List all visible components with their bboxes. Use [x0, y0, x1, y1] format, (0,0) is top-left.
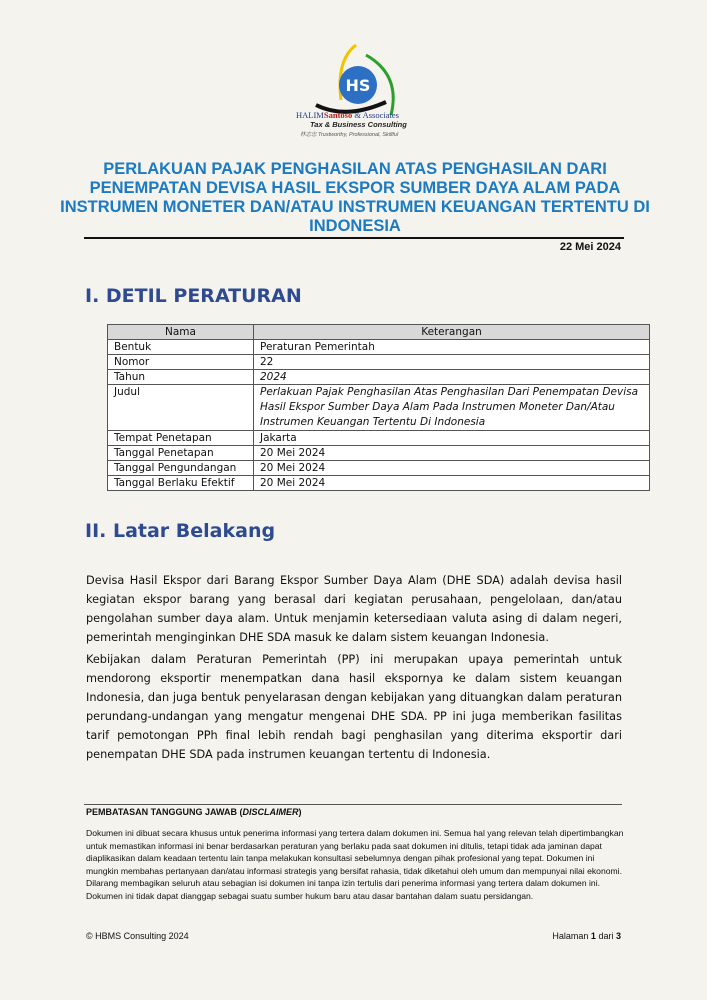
paragraph: Kebijakan dalam Peraturan Pemerintah (PP) ini merupakan upaya pemerintah untuk mendorong eksportir menempatkan dana hasil ekspornya ke dalam sistem keuangan Indonesia, dan juga bentuk penyelarasan dengan kebijakan yang dituangkan dalam peraturan perundang-undangan yang mengatur mengenai DHE SDA. PP ini juga memberikan fasilitas tarif pemotongan PPh final lebih rendah bagi penghasilan yang diterima eksportir dari penempatan DHE SDA pada instrumen keuangan tertentu di Indonesia. — [86, 653, 622, 761]
table-row — [108, 340, 650, 355]
svg-text:HS: HS — [345, 76, 371, 95]
row-value: 20 Mei 2024 — [254, 461, 650, 476]
row-label: Bentuk — [108, 340, 254, 355]
section-heading: I. DETIL PERATURAN — [85, 285, 302, 307]
row-label: Tahun — [108, 370, 254, 385]
table-header-row — [108, 325, 650, 340]
row-label: Tanggal Penetapan — [108, 446, 254, 461]
row-value: 20 Mei 2024 — [254, 476, 650, 491]
disclaimer-text: Dokumen ini dibuat secara khusus untuk penerima informasi yang tertera dalam dokumen ini. Semua hal yang relevan telah dipertimbangkan untuk memastikan informasi ini benar berdasarkan peraturan yang berlaku pada saat dokumen ini ditulis, tetapi tidak ada jaminan dapat diaplikasikan dalam keadaan tertentu lain tanpa melakukan konsultasi sebelumnya dengan pihak profesional yang tepat. Dokumen ini mungkin membahas pertanyaan dan/atau informasi strategis yang bersifat rahasia, tidak diketahui oleh umum dan mempunyai nilai ekonomi. Dilarang membagikan seluruh atau sebagian isi dokumen ini tanpa izin tertulis dari penerima informasi yang tertera dalam dokumen ini. Dokumen ini tidak dapat dianggap sebagai suatu sumber hukum baru atau dasar bantahan dalam suatu persidangan. — [86, 828, 624, 901]
logo-brand: HALIMSantoso & Associates — [296, 110, 399, 120]
table-row — [108, 370, 650, 385]
disclaimer-heading: PEMBATASAN TANGGUNG JAWAB (DISCLAIMER) — [86, 807, 302, 817]
row-value: Perlakuan Pajak Penghasilan Atas Penghasilan Dari Penempatan Devisa Hasil Ekspor Sumber Daya Alam Pada Instrumen Moneter Dan/Atau Instrumen Keuangan Tertentu Di Indonesia — [254, 385, 650, 431]
title-divider — [84, 237, 624, 239]
document-date: 22 Mei 2024 — [559, 241, 621, 253]
table-row — [108, 385, 650, 431]
row-label: Tanggal Pengundangan — [108, 461, 254, 476]
disclaimer-divider — [84, 804, 622, 805]
row-label: Nomor — [108, 355, 254, 370]
column-header: Keterangan — [254, 325, 650, 340]
row-label: Tempat Penetapan — [108, 431, 254, 446]
logo-tagline: 林志忠 Trustworthy, Professional, Skillful — [300, 132, 399, 138]
row-value: 20 Mei 2024 — [254, 446, 650, 461]
paragraph: Devisa Hasil Ekspor dari Barang Ekspor Sumber Daya Alam (DHE SDA) adalah devisa hasil kegiatan ekspor barang yang berasal dari kegiatan perusahaan, pengelolaan, dan/atau pengolahan sumber daya alam. Untuk menjamin ketersediaan valuta asing di dalam negeri, pemerintah menginginkan DHE SDA masuk ke dalam sistem keuangan Indonesia. — [86, 574, 622, 644]
regulation-details-table — [107, 324, 650, 491]
document-title: PERLAKUAN PAJAK PENGHASILAN ATAS PENGHASILAN DARI PENEMPATAN DEVISA HASIL EKSPOR SUMBER DAYA ALAM PADA INSTRUMEN MONETER DAN/ATAU INSTRUMEN KEUANGAN TERTENTU DI INDONESIA — [60, 160, 650, 235]
row-value: 2024 — [254, 370, 650, 385]
row-label: Judul — [108, 385, 254, 431]
table-row — [108, 446, 650, 461]
section-heading: II. Latar Belakang — [85, 520, 276, 542]
logo-subtitle: Tax & Business Consulting — [310, 120, 407, 129]
row-value: Jakarta — [254, 431, 650, 446]
table-row — [108, 461, 650, 476]
row-label: Tanggal Berlaku Efektif — [108, 476, 254, 491]
table-row — [108, 355, 650, 370]
row-value: 22 — [254, 355, 650, 370]
row-value: Peraturan Pemerintah — [254, 340, 650, 355]
page-number: Halaman 1 dari 3 — [552, 931, 621, 941]
table-row — [108, 476, 650, 491]
table-row — [108, 431, 650, 446]
footer-copyright: © HBMS Consulting 2024 — [86, 931, 189, 941]
column-header: Nama — [108, 325, 254, 340]
